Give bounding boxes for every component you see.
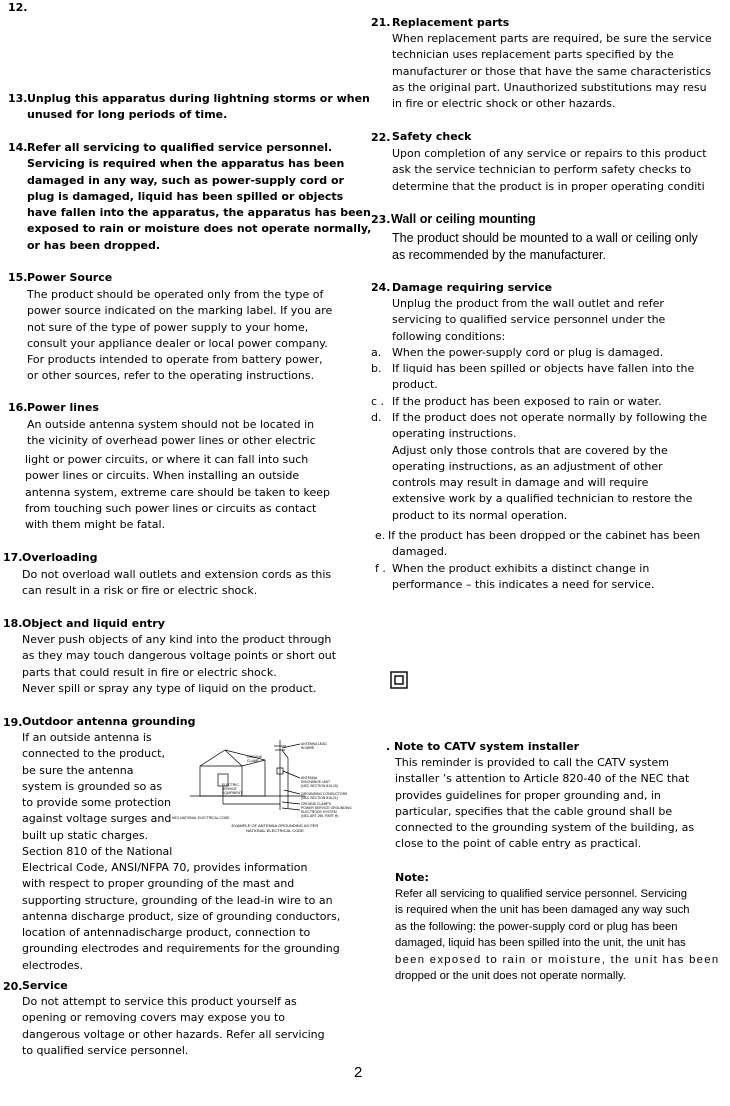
- double-insulation-icon: [390, 671, 408, 689]
- item-number-21: 21.: [371, 16, 391, 29]
- text-line: electrodes.: [22, 958, 83, 972]
- item-24b-marker: b.: [371, 362, 382, 375]
- text-line: damaged in any way, such as power-supply cord or: [27, 173, 344, 187]
- text-line: is required when the unit has been damaged any way such: [395, 904, 690, 917]
- text-line: Never push objects of any kind into the product through: [22, 633, 332, 646]
- label-line: (NEC SECTION 810-20): [301, 784, 338, 788]
- item-21-text: [392, 31, 712, 112]
- label-discharge-unit: [301, 776, 338, 788]
- catv-text: [395, 755, 694, 853]
- item-24f-text: [392, 561, 654, 594]
- item-number-20: 20.: [3, 980, 23, 993]
- leader-line: [284, 790, 300, 794]
- item-24d-marker: d.: [371, 411, 382, 424]
- text-line: The product should be operated only from the type of: [27, 288, 324, 301]
- text-line: Unplug the product from the wall outlet and refer: [392, 297, 664, 310]
- item-19-text-b: [22, 860, 340, 974]
- item-24f-marker: f .: [375, 562, 386, 575]
- item-24e-text: [388, 528, 700, 561]
- text-line: If the product has been exposed to rain or water.: [392, 395, 662, 408]
- item-17-text: [22, 567, 331, 600]
- text-line: technician uses replacement parts specified by the: [392, 48, 674, 62]
- wall-mounting-heading: Wall or ceiling mounting: [391, 212, 536, 226]
- text-line: or has been dropped.: [27, 238, 161, 252]
- text-line: When the power-supply cord or plug is damaged.: [392, 346, 664, 359]
- label-line: (NEC SECTION 810-21): [301, 796, 338, 800]
- double-square-symbol: [390, 671, 408, 689]
- safety-check-heading: Safety check: [392, 130, 472, 143]
- text-line: as recommended by the manufacturer.: [392, 248, 607, 262]
- label-line: GROUND: [247, 755, 263, 759]
- item-number-19: 19.: [3, 716, 23, 729]
- damage-heading: Damage requiring service: [392, 281, 553, 294]
- text-line: Refer all servicing to qualified service personnel. Servicing: [395, 888, 687, 900]
- text-line: product to its normal operation.: [392, 508, 568, 522]
- text-line: ask the service technician to perform safety checks to: [392, 163, 692, 177]
- label-line: DISCHARGE UNIT: [301, 780, 331, 784]
- leader-line: [282, 802, 300, 804]
- label-line: ANTENNA LEAD: [301, 742, 327, 746]
- text-line: as they may touch dangerous voltage points or short out: [22, 649, 337, 663]
- text-line: Unplug this apparatus during lightning storms or when: [27, 92, 370, 105]
- text-line: grounding electrodes and requirements for the grounding: [22, 942, 340, 956]
- text-line: particular, specifies that the cable ground shall be: [395, 804, 673, 818]
- label-line: (NEC ART 250, PART H): [301, 814, 339, 818]
- outer-square: [391, 672, 407, 688]
- caption-line: NATIONAL ELECTRICAL CODE: [246, 828, 304, 833]
- item-20-text: [22, 994, 325, 1059]
- text-line: be sure the antenna: [22, 763, 134, 777]
- label-electric-service: [222, 783, 242, 795]
- text-line: exposed to rain or moisture does not operate normally,: [27, 222, 372, 236]
- label-nec: NEC-NATIONAL ELECTRICAL CODE: [172, 816, 230, 820]
- text-line: operating instructions, as an adjustment of other: [392, 459, 663, 473]
- note-heading: Note:: [395, 871, 429, 884]
- page-number: 2: [354, 1064, 363, 1081]
- antenna-grounding-diagram: [170, 738, 360, 848]
- item-23-text: [392, 230, 698, 264]
- text-line: An outside antenna system should not be located in: [27, 418, 315, 431]
- label-line: ANTENNA: [301, 776, 318, 780]
- text-line: controls may result in damage and will require: [392, 476, 649, 490]
- text-line: Section 810 of the National: [22, 845, 173, 859]
- text-line: light or power circuits, or where it can fall into such: [25, 453, 309, 466]
- text-line: Adjust only those controls that are covered by the: [392, 443, 668, 457]
- text-line: performance – this indicates a need for service.: [392, 578, 655, 592]
- text-line: provides guidelines for proper grounding and, in: [395, 788, 661, 802]
- item-24d-text: [392, 410, 707, 524]
- text-line: Upon completion of any service or repairs to this product: [392, 147, 707, 160]
- text-line: system is grounded so as: [22, 779, 163, 793]
- item-19-text-a: [22, 730, 172, 860]
- text-line: If liquid has been spilled or objects have fallen into the: [392, 362, 695, 375]
- text-line: to provide some protection: [22, 796, 171, 810]
- item-number-23: 23.: [371, 213, 391, 226]
- text-line: installer ’s attention to Article 820-40 of the NEC that: [395, 772, 690, 786]
- label-line: IN WIRE: [301, 746, 315, 750]
- caption-line: EXAMPLE OF ANTENNA GROUNDING AS PER: [231, 823, 319, 828]
- label-ground-clamp: [247, 755, 262, 763]
- item-number-24: 24.: [371, 281, 391, 294]
- text-line: manufacturer or those that have the same characteristics: [392, 64, 712, 78]
- text-line: When the product exhibits a distinct change in: [392, 562, 650, 575]
- overloading-heading: Overloading: [22, 551, 98, 564]
- label-line: ELECTRIC: [222, 783, 239, 787]
- lead-in-wire: [282, 750, 288, 808]
- text-line: with them might be fatal.: [25, 518, 166, 532]
- label-antenna-lead: [301, 742, 327, 750]
- item-number-15: 15.: [8, 271, 28, 284]
- text-line: If the product does not operate normally by following the: [392, 411, 708, 424]
- text-line: determine that the product is in proper operating conditi: [392, 179, 705, 193]
- service-heading: Service: [22, 979, 68, 992]
- text-line: as the following: the power-supply cord or plug has been: [395, 920, 678, 933]
- text-line: When replacement parts are required, be sure the service: [392, 32, 712, 45]
- text-line: not sure of the type of power supply to your home,: [27, 320, 309, 334]
- text-line: plug is damaged, liquid has been spilled or objects: [27, 189, 344, 203]
- item-22-text: [392, 146, 707, 195]
- label-line: GROUNDING CONDUCTORS: [301, 792, 348, 796]
- label-line: SERVICE: [222, 787, 237, 791]
- text-line: against voltage surges and: [22, 812, 172, 826]
- note-text: [395, 886, 719, 984]
- catv-heading: . Note to CATV system installer: [386, 740, 580, 753]
- text-line: Refer all servicing to qualified service personnel.: [27, 141, 333, 154]
- text-line: antenna discharge product, size of grounding conductors,: [22, 909, 341, 923]
- item-number-13: 13.: [8, 92, 28, 105]
- text-line: This reminder is provided to call the CATV system: [395, 756, 669, 769]
- text-line: have fallen into the apparatus, the apparatus has been: [27, 206, 371, 220]
- item-number-12: 12.: [8, 1, 28, 14]
- text-line: product.: [392, 378, 438, 392]
- text-line: Do not attempt to service this product yourself as: [22, 995, 297, 1008]
- item-number-16: 16.: [8, 401, 28, 414]
- item-18-text: [22, 632, 336, 697]
- text-line: unused for long periods of time.: [27, 108, 228, 122]
- object-liquid-heading: Object and liquid entry: [22, 617, 165, 630]
- item-16-text-b: [25, 452, 330, 533]
- text-line: as the original part. Unauthorized substitutions may resu: [392, 80, 707, 94]
- text-line: Never spill or spray any type of liquid on the product.: [22, 681, 317, 695]
- item-number-18: 18.: [3, 617, 23, 630]
- text-line: damaged.: [392, 545, 448, 559]
- text-line: If the product has been dropped or the cabinet has been: [388, 529, 701, 542]
- text-line: from touching such power lines or circuits as contact: [25, 501, 317, 515]
- text-line: power lines or circuits. When installing an outside: [25, 469, 300, 483]
- text-line: or other sources, refer to the operating instructions.: [27, 369, 315, 383]
- text-line: damaged, liquid has been spilled into the unit, the unit has: [395, 937, 686, 950]
- label-grounding-conductors: [301, 792, 347, 800]
- text-line: connected to the product,: [22, 747, 165, 761]
- text-line: close to the point of cable entry as practical.: [395, 837, 642, 851]
- text-line: to qualified service personnel.: [22, 1043, 189, 1057]
- text-line: following conditions:: [392, 329, 506, 343]
- item-16-text-a: [27, 417, 316, 450]
- power-lines-heading: Power lines: [27, 401, 99, 414]
- inner-square: [395, 676, 403, 684]
- item-24a-marker: a.: [371, 346, 382, 359]
- item-24e-marker: e.: [375, 529, 386, 542]
- text-line: For products intended to operate from battery power,: [27, 353, 323, 367]
- label-line: POWER SERVICE GROUNDING: [301, 806, 352, 810]
- label-line: CLAMP: [247, 759, 259, 763]
- text-line: location of antennadischarge product, connection to: [22, 926, 311, 940]
- item-14-text: [27, 140, 371, 254]
- text-line: connected to the grounding system of the building, as: [395, 821, 695, 835]
- replacement-parts-heading: Replacement parts: [392, 16, 510, 29]
- item-24c-marker: c .: [371, 395, 385, 408]
- text-line: Do not overload wall outlets and extension cords as this: [22, 568, 332, 581]
- text-line: can result in a risk or fire or electric shock.: [22, 584, 258, 598]
- diagram-caption: [205, 823, 345, 833]
- text-line: consult your appliance dealer or local power company.: [27, 336, 328, 350]
- label-line: ELECTRODE SYSTEM: [301, 810, 337, 814]
- item-24b-text: [392, 361, 694, 394]
- text-line: servicing to qualified service personnel under the: [392, 313, 666, 327]
- item-number-22: 22.: [371, 131, 391, 144]
- text-line: antenna system, extreme care should be taken to keep: [25, 485, 330, 499]
- label-power-service: [301, 806, 352, 818]
- text-line: in fire or electric shock or other hazards.: [392, 97, 616, 111]
- text-line: built up static charges.: [22, 828, 149, 842]
- text-line: dangerous voltage or other hazards. Refer all servicing: [22, 1027, 325, 1041]
- label-line: EQUIPMENT: [222, 791, 243, 795]
- text-line: power source indicated on the marking label. If you are: [27, 304, 333, 318]
- power-source-heading: Power Source: [27, 271, 113, 284]
- text-line: supporting structure, grounding of the lead-in wire to an: [22, 893, 333, 907]
- label-ground-clamps: GROUND CLAMPS: [301, 802, 331, 806]
- text-line: been exposed to rain or moisture, the unit has been: [395, 953, 720, 966]
- item-24a-text: [392, 345, 663, 361]
- item-13-text: [27, 91, 370, 124]
- text-line: with respect to proper grounding of the mast and: [22, 877, 295, 891]
- antenna-grounding-heading: Outdoor antenna grounding: [22, 715, 196, 728]
- item-15-text: [27, 287, 332, 385]
- text-line: extensive work by a qualified technician to restore the: [392, 492, 693, 506]
- text-line: If an outside antenna is: [22, 731, 152, 744]
- text-line: Servicing is required when the apparatus has been: [27, 157, 345, 171]
- text-line: opening or removing covers may expose you to: [22, 1011, 286, 1025]
- text-line: the vicinity of overhead power lines or other electric: [27, 434, 316, 448]
- leader-line: [283, 771, 300, 778]
- item-number-14: 14.: [8, 141, 28, 154]
- item-number-17: 17.: [3, 551, 23, 564]
- text-line: The product should be mounted to a wall or ceiling only: [392, 231, 698, 245]
- item-24c-text: [392, 394, 662, 410]
- text-line: Electrical Code, ANSI/NFPA 70, provides information: [22, 861, 308, 874]
- item-24-intro: [392, 296, 665, 345]
- leader-line: [282, 808, 300, 810]
- text-line: operating instructions.: [392, 427, 517, 441]
- text-line: parts that could result in fire or electric shock.: [22, 665, 277, 679]
- text-line: dropped or the unit does not operate normally.: [395, 970, 626, 983]
